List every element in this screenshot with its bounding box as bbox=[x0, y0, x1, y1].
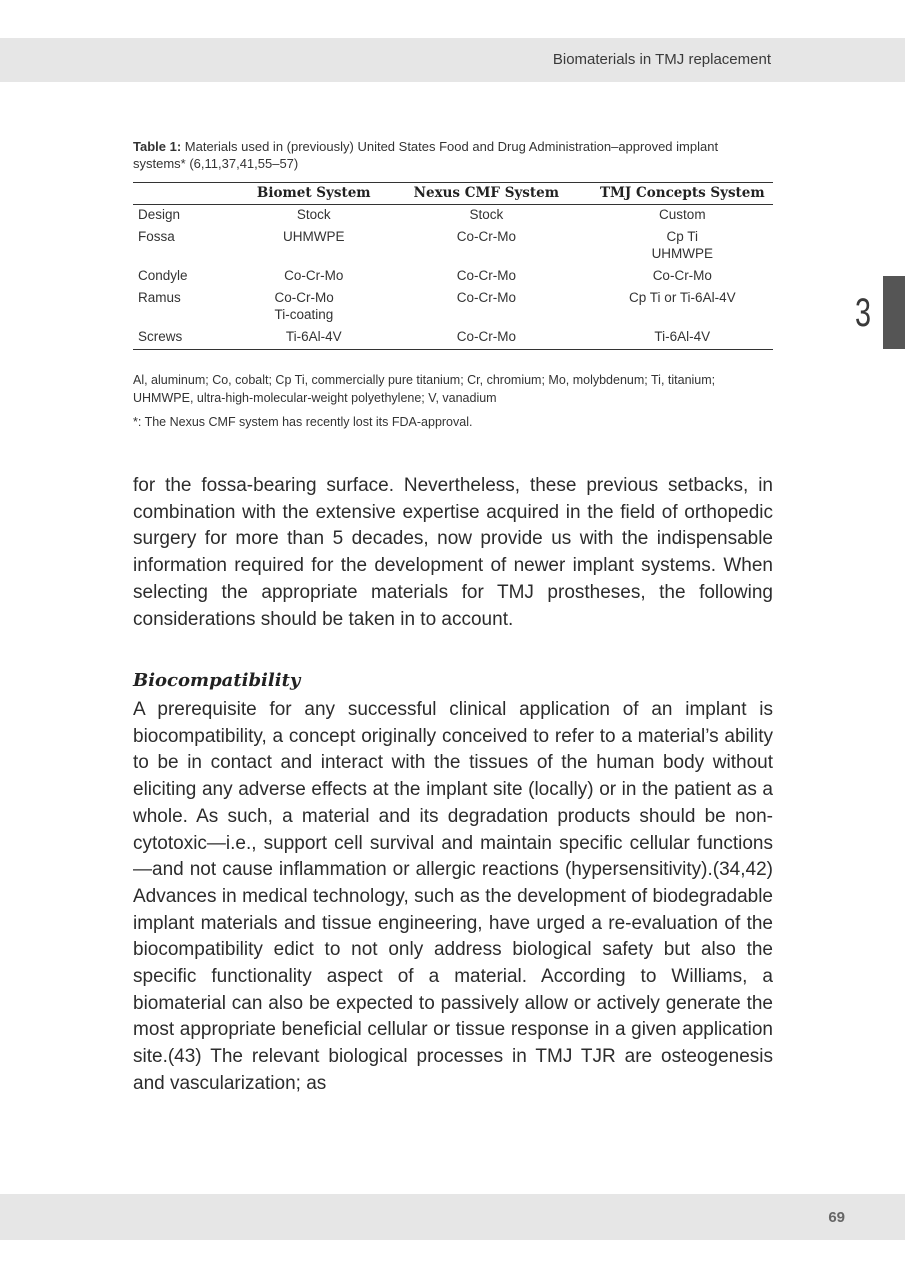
table-row bbox=[133, 205, 773, 228]
table-header-row bbox=[133, 183, 773, 205]
cell-concepts: Co-Cr-Mo bbox=[652, 268, 712, 283]
cell-concepts: Custom bbox=[659, 207, 706, 222]
cell-nexus: Co-Cr-Mo bbox=[456, 229, 516, 244]
section-heading: Biocompatibility bbox=[133, 670, 301, 691]
table-caption-label: Table 1: bbox=[133, 139, 182, 154]
table-row bbox=[133, 227, 773, 266]
header-band bbox=[0, 38, 905, 82]
table-footnote: *: The Nexus CMF system has recently lost its FDA-approval. bbox=[133, 415, 473, 429]
cell-biomet: UHMWPE bbox=[283, 229, 345, 244]
body-paragraph-2: A prerequisite for any successful clinical application of an implant is biocompatibility, a concept originally conceived to refer to a material’s ability to be in contact and interact with the tissues of the human body without eliciting any adverse effects at the implant site (locally) or in the patient as a whole. As such, a material and its degradation products should be non-cytotoxic—i.e., support cell survival and maintain specific cellular functions—and not cause inflammation or allergic reactions (hypersensitivity).(34,42) Advances in medical technology, such as the development of biodegradable implant materials and tissue engineering, have urged a re-evaluation of the biocompatibility edict to not only address biological safety but also the specific functionality aspect of a material. According to Williams, a biomaterial can also be expected to passively allow or actively generate the most appropriate beneficial cellular or tissue response in a given application site.(43) The relevant biological processes in TMJ TJR are osteogenesis and vascularization; as bbox=[133, 699, 773, 1094]
table-caption bbox=[133, 138, 773, 172]
row-label: Screws bbox=[138, 329, 183, 344]
cell-nexus: Co-Cr-Mo bbox=[456, 268, 516, 283]
table-legend: Al, aluminum; Co, cobalt; Cp Ti, commercially pure titanium; Cr, chromium; Mo, molybdenum; Ti, titanium; UHMWPE, ultra-high-molecular-weight polyethylene; V, vanadium bbox=[133, 373, 716, 405]
cell-biomet: Stock bbox=[296, 207, 331, 222]
row-label: Fossa bbox=[138, 229, 175, 244]
cell-biomet: Co-Cr-Mo Ti-coating bbox=[274, 290, 334, 322]
table-row bbox=[133, 327, 773, 350]
cell-concepts: Cp Ti or Ti-6Al-4V bbox=[629, 290, 736, 305]
table-header-biomet: Biomet System bbox=[256, 185, 371, 201]
row-label: Condyle bbox=[138, 268, 188, 283]
table-header-nexus: Nexus CMF System bbox=[413, 185, 560, 201]
cell-nexus: Co-Cr-Mo bbox=[456, 290, 516, 305]
table-row bbox=[133, 288, 773, 327]
chapter-number: 3 bbox=[854, 291, 872, 335]
materials-table bbox=[133, 182, 773, 350]
cell-biomet: Ti-6Al-4V bbox=[285, 329, 342, 344]
cell-biomet: Co-Cr-Mo bbox=[284, 268, 344, 283]
chapter-tab bbox=[883, 276, 905, 349]
running-title: Biomaterials in TMJ replacement bbox=[552, 51, 771, 68]
cell-nexus: Co-Cr-Mo bbox=[456, 329, 516, 344]
page-number: 69 bbox=[828, 1209, 845, 1226]
table-header-concepts: TMJ Concepts System bbox=[599, 185, 765, 201]
body-paragraph-1: for the fossa-bearing surface. Nevertheless, these previous setbacks, in combination with the extensive expertise acquired in the field of orthopedic surgery for more than 5 decades, now provide us with the indispensable information required for the development of newer implant systems. When selecting the appropriate materials for TMJ prostheses, the following considerations should be taken in to account. bbox=[133, 475, 773, 630]
table-header-blank bbox=[133, 183, 246, 205]
table-caption-text: Materials used in (previously) United States Food and Drug Administration–approved implant systems* (6,11,37,41,55–57) bbox=[133, 139, 719, 171]
cell-concepts: Ti-6Al-4V bbox=[654, 329, 711, 344]
cell-nexus: Stock bbox=[469, 207, 504, 222]
table-row bbox=[133, 266, 773, 288]
footer-band bbox=[0, 1194, 905, 1240]
row-label: Ramus bbox=[138, 290, 181, 305]
cell-concepts: Cp Ti UHMWPE bbox=[651, 229, 714, 261]
row-label: Design bbox=[138, 207, 181, 222]
